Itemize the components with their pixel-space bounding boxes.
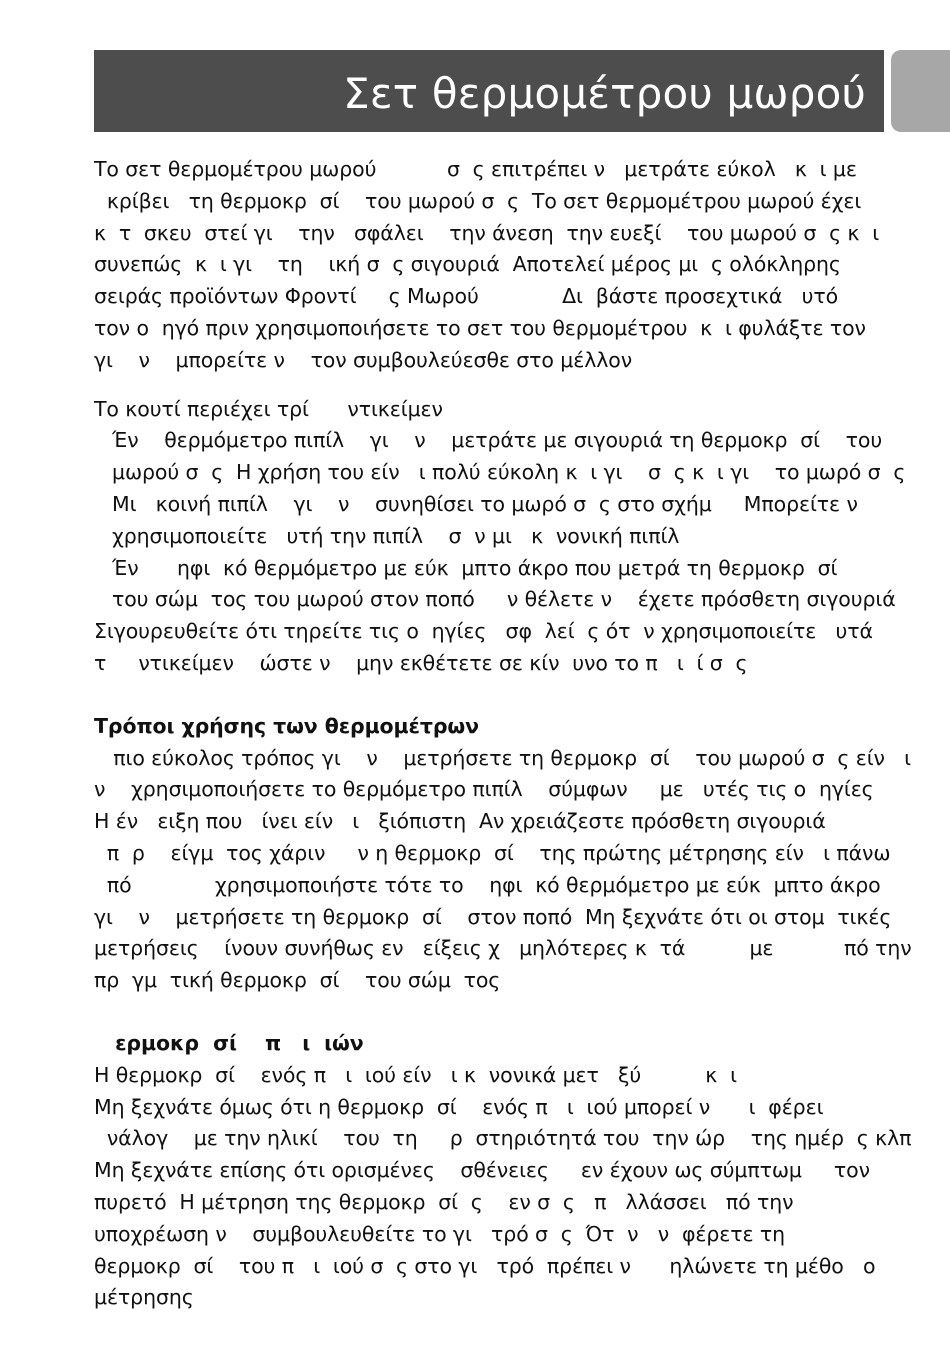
box-contents-line: του σώμ τος του μωρού στον ποπό ν θέλετε ν έχετε πρόσθετη σιγουριά xyxy=(112,587,896,612)
temperature-paragraph xyxy=(94,1060,912,1314)
box-contents-line: τ ντικείμεν ώστε ν μην εκθέτετε σε κίν υνο το π ι ί σ ς xyxy=(94,650,748,675)
page-title: Σετ θερμομέτρου μωρού xyxy=(343,69,866,118)
temperature-line: Μη ξεχνάτε επίσης ότι ορισμένες σθένειες εν έχουν ως σύμπτωμ τον xyxy=(94,1158,870,1183)
usage-line: μετρήσεις ίνουν συνήθως εν είξεις χ μηλότερες κ τά με πό την xyxy=(94,936,912,961)
box-contents-section xyxy=(94,394,906,680)
usage-line: Η έν ειξη που ίνει είν ι ξιόπιστη Αν χρειάζεστε πρόσθετη σιγουριά xyxy=(94,809,826,834)
intro-paragraph xyxy=(94,154,894,377)
box-contents-line: Το κουτί περιέχει τρί ντικείμεν xyxy=(94,396,443,421)
usage-line: ν χρησιμοποιήσετε το θερμόμετρο πιπίλ σύμφων με υτές τις ο ηγίες xyxy=(94,777,874,802)
intro-line: τον ο ηγό πριν χρησιμοποιήσετε το σετ του θερμομέτρου κ ι φυλάξτε τον xyxy=(94,315,866,340)
temperature-line: θερμοκρ σί του π ι ιού σ ς στο γι τρό πρέπει ν ηλώνετε τη μέθο ο xyxy=(94,1253,876,1278)
usage-section xyxy=(94,711,912,997)
box-contents-line: χρησιμοποιείτε υτή την πιπίλ σ ν μι κ νονική πιπίλ xyxy=(112,523,680,548)
usage-paragraph xyxy=(94,743,912,997)
intro-line: σειράς προϊόντων Φροντί ς Μωρού Δι βάστε προσεχτικά υτό xyxy=(94,284,839,309)
intro-line: γι ν μπορείτε ν τον συμβουλεύεσθε στο μέλλον xyxy=(94,347,633,372)
temperature-line: μέτρησης xyxy=(94,1285,194,1310)
intro-line: Το σετ θερμομέτρου μωρού σ ς επιτρέπει ν μετράτε εύκολ κ ι με xyxy=(94,157,857,181)
usage-line: πό χρησιμοποιήστε τότε το ηφι κό θερμόμετρο με εύκ μπτο άκρο xyxy=(94,872,881,897)
box-contents-line: μωρού σ ς Η χρήση του είν ι πολύ εύκολη κ ι γι σ ς κ ι γι το μωρό σ ς xyxy=(112,460,906,485)
document-body xyxy=(94,154,912,1314)
temperature-line: πυρετό Η μέτρηση της θερμοκρ σί ς εν σ ς π λλάσσει πό την xyxy=(94,1189,794,1214)
temperature-line: υποχρέωση ν συμβουλευθείτε το γι τρό σ ς Ότ ν ν φέρετε τη xyxy=(94,1221,786,1246)
box-contents-line: Μι κοινή πιπίλ γι ν συνηθίσει το μωρό σ ς στο σχήμ Μπορείτε ν xyxy=(112,491,858,516)
temperature-heading: ερμοκρ σί π ι ιών xyxy=(94,1030,364,1055)
intro-line: συνεπώς κ ι γι τη ική σ ς σιγουριά Αποτελεί μέρος μι ς ολόκληρης xyxy=(94,252,841,277)
title-bar xyxy=(94,50,884,132)
box-contents-line: Έν θερμόμετρο πιπίλ γι ν μετράτε με σιγουριά τη θερμοκρ σί του xyxy=(112,428,883,453)
usage-heading: Τρόποι χρήσης των θερμομέτρων xyxy=(94,713,479,738)
box-contents-line: Σιγουρευθείτε ότι τηρείτε τις ο ηγίες σφ λεί ς ότ ν χρησιμοποιείτε υτά xyxy=(94,619,873,644)
usage-line: πιο εύκολος τρόπος γι ν μετρήσετε τη θερμοκρ σί του μωρού σ ς είν ι xyxy=(94,745,911,770)
box-contents-line: Έν ηφι κό θερμόμετρο με εύκ μπτο άκρο που μετρά τη θερμοκρ σί xyxy=(112,555,838,580)
temperature-line: Μη ξεχνάτε όμως ότι η θερμοκρ σί ενός π ι ιού μπορεί ν ι φέρει xyxy=(94,1094,824,1119)
usage-line: γι ν μετρήσετε τη θερμοκρ σί στον ποπό Μη ξεχνάτε ότι οι στομ τικές xyxy=(94,904,892,929)
intro-line: κρίβει τη θερμοκρ σί του μωρού σ ς Το σετ θερμομέτρου μωρού έχει xyxy=(94,188,862,213)
usage-line: π ρ είγμ τος χάριν ν η θερμοκρ σί της πρώτης μέτρησης είν ι πάνω xyxy=(94,840,891,865)
temperature-line: νάλογ με την ηλικί του τη ρ στηριότητά του την ώρ της ημέρ ς κλπ xyxy=(94,1126,912,1151)
temperature-section xyxy=(94,1028,912,1314)
temperature-line: Η θερμοκρ σί ενός π ι ιού είν ι κ νονικά μετ ξύ κ ι xyxy=(94,1062,737,1087)
section-tab xyxy=(891,50,950,132)
usage-line: πρ γμ τική θερμοκρ σί του σώμ τος xyxy=(94,968,501,993)
intro-line: κ τ σκευ στεί γι την σφάλει την άνεση την ευεξί του μωρού σ ς κ ι xyxy=(94,220,880,245)
